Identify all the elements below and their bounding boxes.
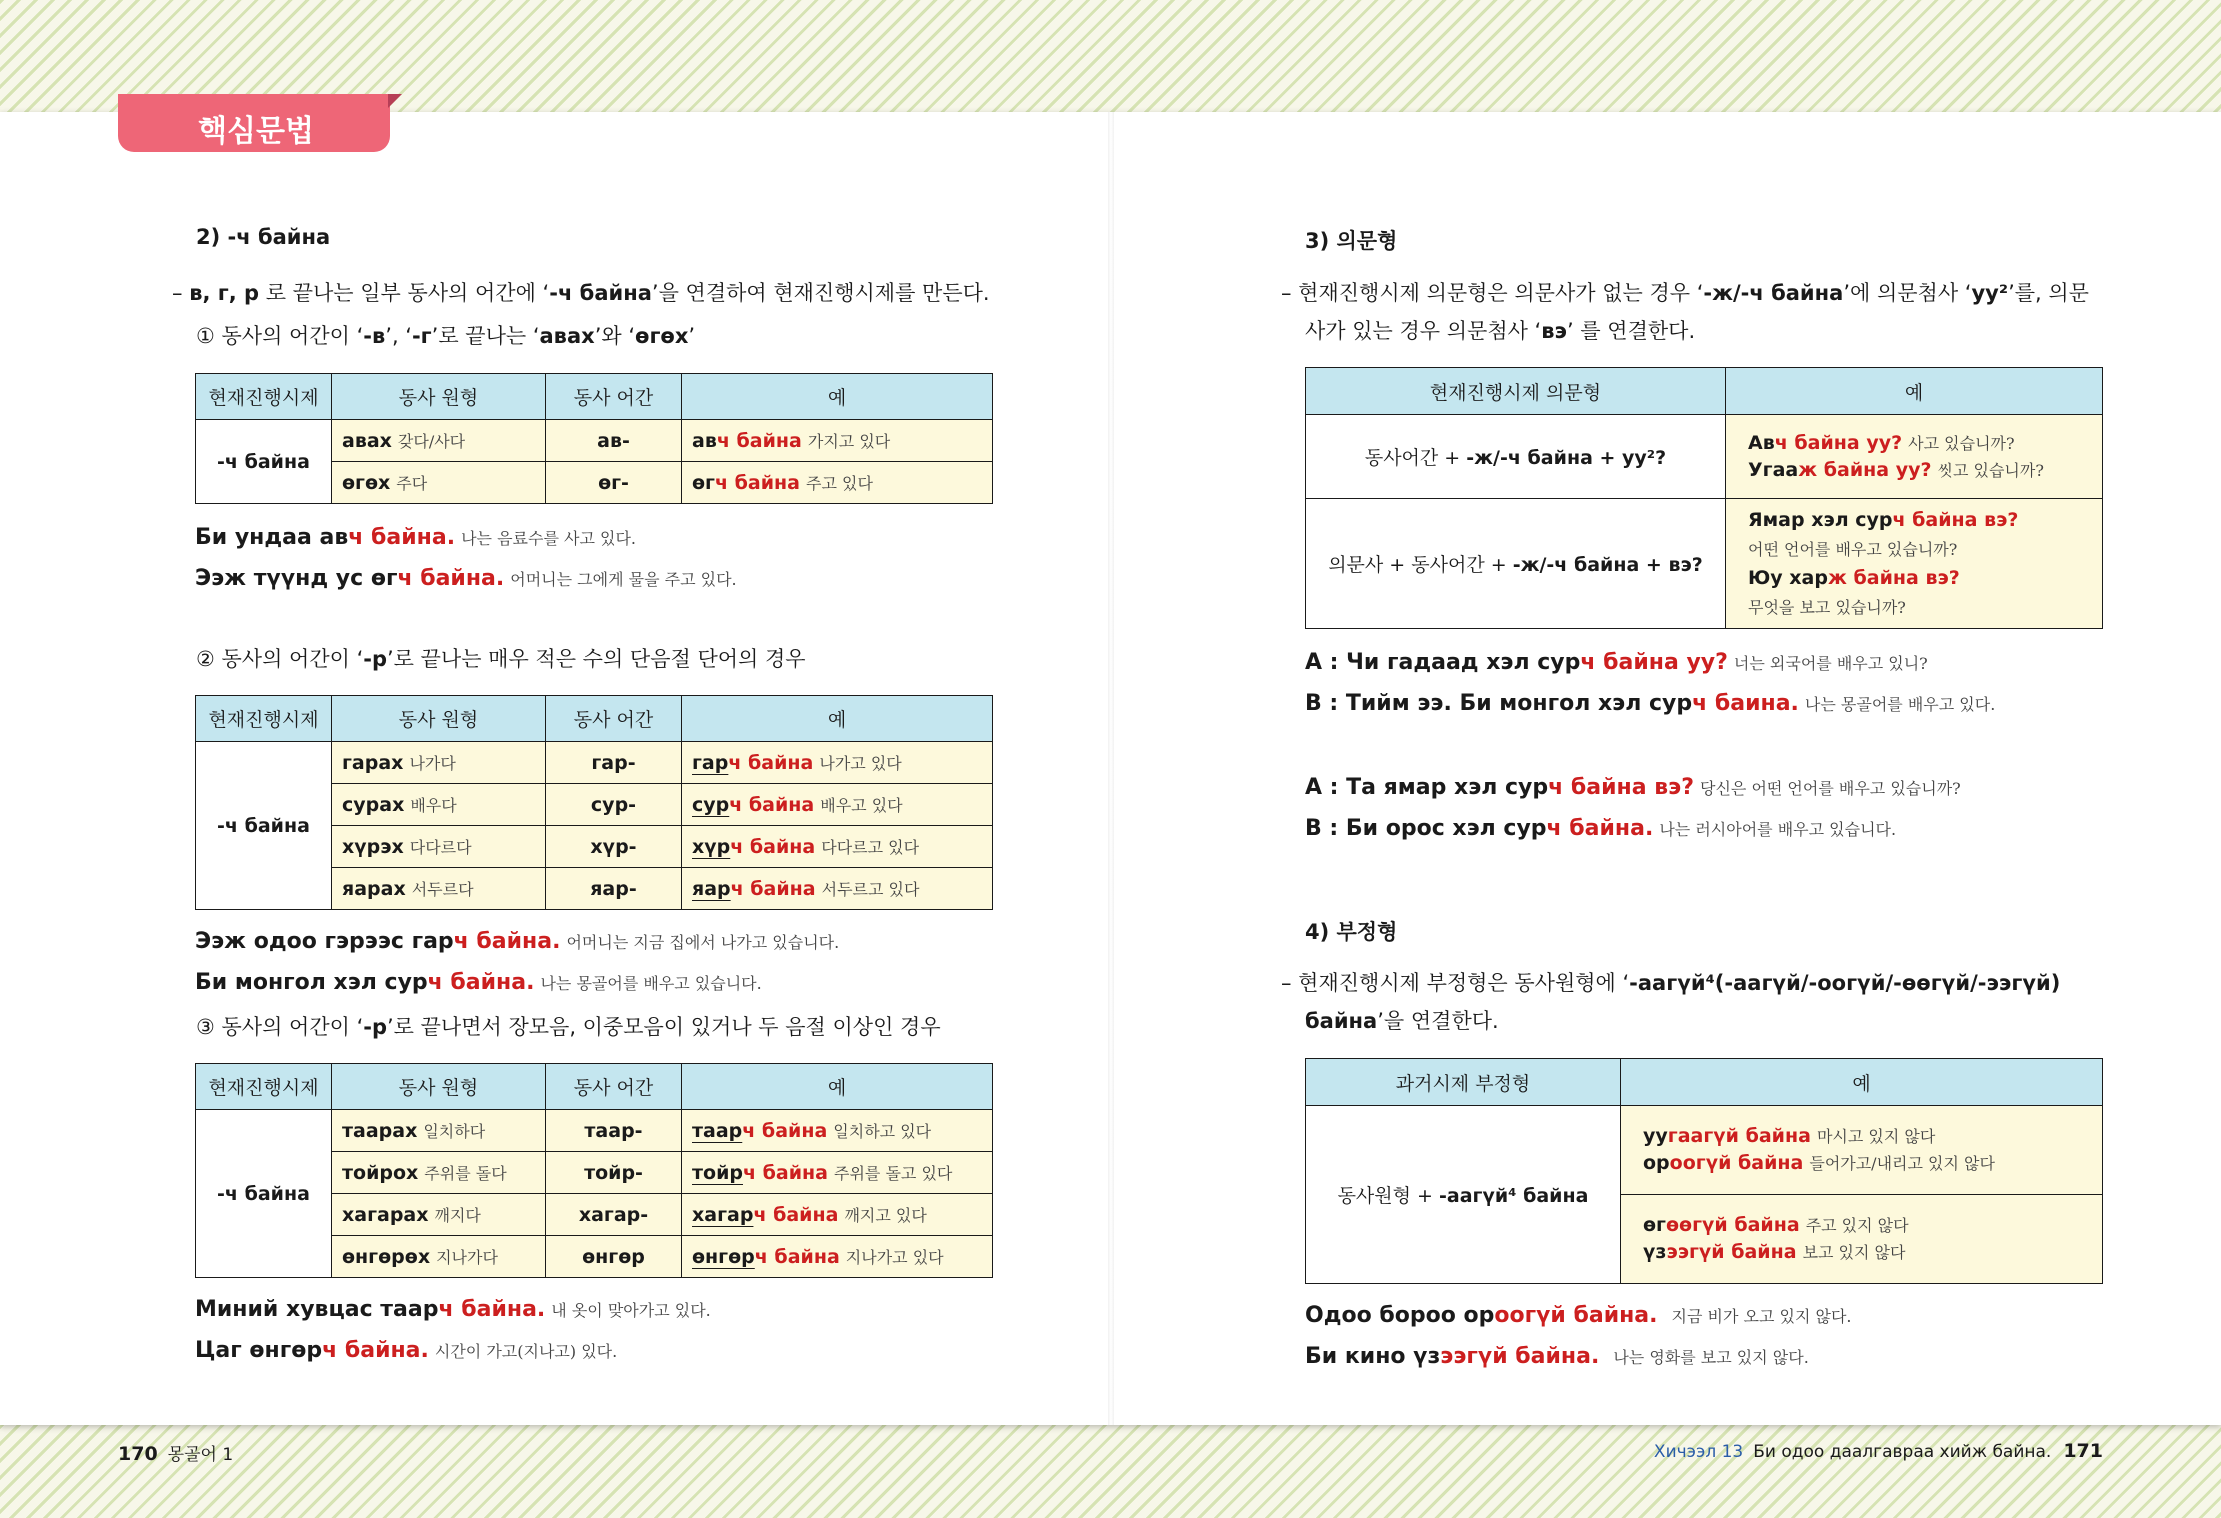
verb: сурах xyxy=(342,794,405,816)
stem: хүр- xyxy=(590,835,637,858)
suffix: -ч байна xyxy=(549,281,652,305)
th-tense: 현재진행시제 xyxy=(196,1064,332,1110)
tab-fold-corner xyxy=(388,94,402,108)
verb-kr: 깨지다 xyxy=(434,1206,481,1225)
lesson-number: Хичээл 13 xyxy=(1653,1442,1744,1462)
ex-stem: үз xyxy=(1643,1241,1667,1263)
text: ’로 끝나는 ‘ xyxy=(431,324,540,348)
verb-cell xyxy=(332,826,546,868)
ex-stem: сур xyxy=(692,794,730,816)
stem-cell xyxy=(546,868,682,910)
ex-suffix: ч байна. xyxy=(322,1338,429,1363)
footer-left xyxy=(118,1440,233,1465)
text: ’에 의문첨사 ‘ xyxy=(1843,281,1972,305)
example-cell xyxy=(682,784,993,826)
text: 사가 있는 경우 의문첨사 ‘ xyxy=(1305,319,1542,343)
text: ’로 끝나는 매우 적은 수의 단음절 단어의 경우 xyxy=(387,647,806,671)
form-cell xyxy=(1306,499,1726,629)
ex-kr: 지금 비가 오고 있지 않다. xyxy=(1671,1307,1852,1326)
example-cell xyxy=(682,1110,993,1152)
verb: таарах xyxy=(342,1120,418,1142)
term: -в xyxy=(363,324,386,348)
ex-kr: 일치하고 있다 xyxy=(833,1122,932,1141)
section-3-line-2 xyxy=(1305,313,1695,349)
ex-kr: 사고 있습니까? xyxy=(1908,433,2015,453)
section-4-title: 4) 부정형 xyxy=(1305,920,1398,944)
text: ’을 연결한다. xyxy=(1377,1009,1499,1033)
ex-suffix: гаагүй байна xyxy=(1667,1125,1811,1147)
ex-stem: хүр xyxy=(692,836,731,858)
example-cell xyxy=(682,826,993,868)
ex-suffix: ч байна. xyxy=(427,970,535,995)
verb-kr: 갖다/사다 xyxy=(397,432,466,451)
dialogue-line xyxy=(1305,816,1896,841)
dlg-kr: 당신은 어떤 언어를 배우고 있습니까? xyxy=(1699,779,1961,798)
ex-suffix: ч байна xyxy=(730,836,816,858)
table-negative xyxy=(1305,1058,2103,1284)
ex-suffix: ж байна вэ? xyxy=(1827,566,1960,589)
example-cell xyxy=(682,420,993,462)
page-number-right: 171 xyxy=(2063,1440,2103,1462)
th-example: 예 xyxy=(682,374,993,420)
ex-suffix: ээгүй байна xyxy=(1666,1241,1797,1263)
stem: өнгөр xyxy=(582,1245,645,1268)
th-stem: 동사 어간 xyxy=(546,1064,682,1110)
stem-cell xyxy=(546,1236,682,1278)
th-form: 과거시제 부정형 xyxy=(1306,1059,1621,1106)
page-number-left: 170 xyxy=(118,1443,158,1465)
text: – 현재진행시제 부정형은 동사원형에 ‘ xyxy=(1281,971,1630,995)
example-cell xyxy=(682,1236,993,1278)
dlg-text: А : Чи гадаад хэл сур xyxy=(1305,650,1581,675)
example-sentence xyxy=(1305,1303,1852,1328)
stem-cell xyxy=(546,420,682,462)
row-label: -ч байна xyxy=(196,742,332,910)
ex-text: Ээж түүнд ус өг xyxy=(195,566,398,591)
ex-kr: 나는 영화를 보고 있지 않다. xyxy=(1613,1348,1809,1367)
ex-suffix: ч байна xyxy=(729,794,815,816)
verb: хагарах xyxy=(342,1204,429,1226)
example-cell xyxy=(1621,1195,2103,1284)
term: -г xyxy=(411,324,432,348)
text: ’을 연결하여 현재진행시제를 만든다. xyxy=(651,281,990,305)
ex-kr: 시간이 가고(지나고) 있다. xyxy=(434,1342,618,1361)
ex-stem: ор xyxy=(1643,1152,1670,1174)
example-cell xyxy=(682,742,993,784)
section-3-title: 3) 의문형 xyxy=(1305,229,1398,253)
stem: гар- xyxy=(591,751,636,774)
section-4-line-2 xyxy=(1305,1003,1499,1039)
ex-suffix: ч байна xyxy=(753,1204,839,1226)
verb-cell xyxy=(332,1194,546,1236)
ex-suffix: ч байна xyxy=(742,1120,828,1142)
example-cell xyxy=(1726,499,2103,629)
term: байна xyxy=(1305,1009,1378,1033)
verb-kr: 일치하다 xyxy=(423,1122,486,1141)
ex-kr: 주위를 돌고 있다 xyxy=(834,1164,953,1183)
ex-text: Одоо бороо ор xyxy=(1305,1303,1495,1328)
verb-cell xyxy=(332,420,546,462)
ex-suffix: ж байна уу? xyxy=(1798,458,1932,481)
letters: в, г, р xyxy=(189,281,260,305)
subrule-2 xyxy=(196,641,806,677)
form-cell xyxy=(1306,415,1726,499)
th-verb: 동사 원형 xyxy=(332,374,546,420)
example-sentence xyxy=(1305,1344,1809,1369)
ex-suffix: ч байна. xyxy=(348,525,456,550)
example-sentence xyxy=(195,1338,617,1363)
ex-kr: 어떤 언어를 배우고 있습니까? xyxy=(1748,539,1958,559)
th-tense: 현재진행시제 xyxy=(196,374,332,420)
text: ’ 를 연결한다. xyxy=(1567,319,1696,343)
table-2 xyxy=(195,695,993,910)
example-sentence xyxy=(195,1297,711,1322)
form-text: 의문사 + 동사어간 + xyxy=(1328,554,1513,576)
th-stem: 동사 어간 xyxy=(546,374,682,420)
text: ② 동사의 어간이 ‘ xyxy=(196,647,364,671)
ex-text: Ээж одоо гэрээс гар xyxy=(195,929,454,954)
verb-kr: 배우다 xyxy=(410,796,457,815)
footer-right xyxy=(1654,1440,2103,1462)
ex-kr: 서두르고 있다 xyxy=(821,880,920,899)
ex-suffix: ч байна. xyxy=(397,566,505,591)
ex-kr: 깨지고 있다 xyxy=(844,1206,927,1225)
form-cell xyxy=(1306,1106,1621,1284)
verb: тойрох xyxy=(342,1162,419,1184)
dialogue-line xyxy=(1305,691,1995,716)
th-verb: 동사 원형 xyxy=(332,1064,546,1110)
section-2-description xyxy=(172,275,990,311)
ex-text: Цаг өнгөр xyxy=(195,1338,323,1363)
example-sentence xyxy=(195,970,762,995)
term: авах xyxy=(539,324,595,348)
stem: таар- xyxy=(584,1119,643,1142)
form-text: 동사원형 + xyxy=(1337,1185,1439,1207)
text: – 현재진행시제 의문형은 의문사가 없는 경우 ‘ xyxy=(1281,281,1704,305)
ex-stem: уу xyxy=(1643,1125,1668,1147)
stem-cell xyxy=(546,1152,682,1194)
stem-cell xyxy=(546,462,682,504)
text: ③ 동사의 어간이 ‘ xyxy=(196,1015,364,1039)
example-sentence xyxy=(195,566,737,591)
row-label: -ч байна xyxy=(196,420,332,504)
verb: гарах xyxy=(342,752,404,774)
ex-kr: 나는 음료수를 사고 있다. xyxy=(461,529,636,548)
stem: тойр- xyxy=(584,1161,643,1184)
stem-cell xyxy=(546,1110,682,1152)
dlg-suffix: ч байна вэ? xyxy=(1548,775,1694,800)
ex-suffix: ч байна уу? xyxy=(1774,431,1903,454)
ex-text: Миний хувцас таар xyxy=(195,1297,439,1322)
verb: хүрэх xyxy=(342,836,404,858)
ex-kr: 나가고 있다 xyxy=(819,754,902,773)
term: -р xyxy=(363,1015,387,1039)
verb: өгөх xyxy=(342,472,391,494)
ex-stem: өг xyxy=(692,472,715,494)
verb: яарах xyxy=(342,878,406,900)
text: ’와 ‘ xyxy=(594,324,636,348)
ex-suffix: ч байна вэ? xyxy=(1892,508,2019,531)
term: -р xyxy=(363,647,387,671)
term: -ж/-ч байна xyxy=(1703,281,1844,305)
ex-stem: Угаа xyxy=(1748,458,1799,481)
ex-stem: Юу хар xyxy=(1748,566,1828,589)
verb: өнгөрөх xyxy=(342,1246,431,1268)
ex-suffix: ч байна. xyxy=(453,929,561,954)
form-suffix: -ж/-ч байна + вэ? xyxy=(1512,554,1703,576)
ex-stem: Ав xyxy=(1748,431,1775,454)
form-suffix: -ж/-ч байна + уу²? xyxy=(1466,447,1667,469)
ex-stem: тойр xyxy=(692,1162,743,1184)
ex-kr: 지나가고 있다 xyxy=(845,1248,944,1267)
bottom-stripe-band xyxy=(0,1425,2221,1518)
ex-suffix: ч байна xyxy=(742,1162,828,1184)
stem-cell xyxy=(546,742,682,784)
dlg-suffix: ч байна. xyxy=(1546,816,1654,841)
ex-suffix: оогүй байна xyxy=(1669,1152,1804,1174)
stem: хагар- xyxy=(578,1203,649,1226)
th-example: 예 xyxy=(1726,368,2103,415)
th-form: 현재진행시제 의문형 xyxy=(1306,368,1726,415)
term: вэ xyxy=(1541,319,1567,343)
example-cell xyxy=(682,1152,993,1194)
dlg-kr: 나는 러시아어를 배우고 있습니다. xyxy=(1659,820,1897,839)
section-tab: 핵심문법 xyxy=(118,94,390,152)
dlg-kr: 너는 외국어를 배우고 있니? xyxy=(1733,654,1928,673)
verb-cell xyxy=(332,1152,546,1194)
ex-suffix: ч байна. xyxy=(438,1297,546,1322)
stem-cell xyxy=(546,1194,682,1236)
ex-suffix: ч байна xyxy=(714,472,800,494)
verb-kr: 주다 xyxy=(396,474,428,493)
ex-kr: 어머니는 그에게 물을 주고 있다. xyxy=(510,570,737,589)
dlg-text: B : Тийм ээ. Би монгол хэл сур xyxy=(1305,691,1693,716)
text: ’로 끝나면서 장모음, 이중모음이 있거나 두 음절 이상인 경우 xyxy=(387,1015,941,1039)
ex-kr: 마시고 있지 않다 xyxy=(1816,1127,1936,1146)
lesson-title: Би одоо даалгавраа хийж байна. xyxy=(1753,1442,2052,1462)
stem-cell xyxy=(546,826,682,868)
ex-stem: хагар xyxy=(692,1204,754,1226)
ex-suffix: ч байна xyxy=(728,752,814,774)
example-cell xyxy=(1621,1106,2103,1195)
dialogue-line xyxy=(1305,650,1928,675)
ex-stem: өг xyxy=(1643,1214,1666,1236)
stem: ав- xyxy=(597,429,630,452)
text: ’, ‘ xyxy=(385,324,412,348)
example-sentence xyxy=(195,929,839,954)
book-gutter xyxy=(1108,112,1114,1425)
verb-kr: 주위를 돌다 xyxy=(424,1164,507,1183)
dlg-kr: 나는 몽골어를 배우고 있다. xyxy=(1804,695,1996,714)
verb-cell xyxy=(332,462,546,504)
ex-kr: 어머니는 지금 집에서 나가고 있습니다. xyxy=(566,933,840,952)
verb-cell xyxy=(332,742,546,784)
ex-suffix: оогүй байна. xyxy=(1494,1303,1658,1328)
verb-cell xyxy=(332,868,546,910)
dlg-text: А : Та ямар хэл сур xyxy=(1305,775,1549,800)
ex-suffix: ээгүй байна. xyxy=(1440,1344,1600,1369)
form-text: 동사어간 + xyxy=(1364,447,1467,469)
ex-kr: 내 옷이 맞아가고 있다. xyxy=(551,1301,711,1320)
ex-kr: 배우고 있다 xyxy=(820,796,903,815)
stem: яар- xyxy=(590,877,637,900)
ex-suffix: ч байна xyxy=(754,1246,840,1268)
dlg-suffix: ч байна уу? xyxy=(1580,650,1728,675)
example-cell xyxy=(682,868,993,910)
ex-kr: 주고 있지 않다 xyxy=(1805,1216,1909,1235)
th-example: 예 xyxy=(1621,1059,2103,1106)
verb-kr: 다다르다 xyxy=(409,838,472,857)
ex-text: Би кино үз xyxy=(1305,1344,1441,1369)
ex-kr: 다다르고 있다 xyxy=(821,838,920,857)
ex-suffix: өөгүй байна xyxy=(1665,1214,1800,1236)
ex-kr: 보고 있지 않다 xyxy=(1802,1243,1906,1262)
section-3-line-1 xyxy=(1281,275,2089,311)
subrule-3 xyxy=(196,1009,941,1045)
dlg-suffix: ч баина. xyxy=(1692,691,1799,716)
row-label: -ч байна xyxy=(196,1110,332,1278)
ex-stem: Ямар хэл сур xyxy=(1748,508,1893,531)
ex-stem: өнгөр xyxy=(692,1246,755,1268)
dlg-text: B : Би орос хэл сур xyxy=(1305,816,1547,841)
verb-cell xyxy=(332,1110,546,1152)
book-title: 몽골어 1 xyxy=(167,1445,234,1465)
ex-kr: 나는 몽골어를 배우고 있습니다. xyxy=(540,974,762,993)
example-cell xyxy=(682,1194,993,1236)
th-verb: 동사 원형 xyxy=(332,696,546,742)
ex-stem: таар xyxy=(692,1120,743,1142)
subrule-1 xyxy=(196,318,695,354)
example-sentence xyxy=(195,525,636,550)
term: уу² xyxy=(1971,281,2009,305)
verb: авах xyxy=(342,430,392,452)
text: 로 끝나는 일부 동사의 어간에 ‘ xyxy=(259,281,550,305)
text: ’ xyxy=(688,324,696,348)
verb-kr: 지나가다 xyxy=(436,1248,498,1267)
table-1 xyxy=(195,373,993,504)
ex-stem: ав xyxy=(692,430,717,452)
form-suffix: -аагүй⁴ байна xyxy=(1438,1185,1589,1207)
stem: өг- xyxy=(598,471,629,494)
th-example: 예 xyxy=(682,1064,993,1110)
ex-text: Би монгол хэл сур xyxy=(195,970,428,995)
ex-suffix: ч байна xyxy=(730,878,816,900)
ex-text: Би ундаа ав xyxy=(195,525,349,550)
ex-suffix: ч байна xyxy=(716,430,802,452)
dialogue-line xyxy=(1305,775,1961,800)
text: ’를, 의문 xyxy=(2008,281,2089,305)
example-cell xyxy=(1726,415,2103,499)
ex-kr: 주고 있다 xyxy=(806,474,873,493)
ex-stem: гар xyxy=(692,752,729,774)
ex-kr: 가지고 있다 xyxy=(807,432,891,451)
dash: – xyxy=(172,281,190,305)
term: өгөх xyxy=(635,324,689,348)
table-interrogative xyxy=(1305,367,2103,629)
ex-stem: яар xyxy=(692,878,731,900)
example-cell xyxy=(682,462,993,504)
stem: сур- xyxy=(590,793,637,816)
th-stem: 동사 어간 xyxy=(546,696,682,742)
section-2-title: 2) -ч байна xyxy=(196,225,331,249)
ex-kr: 씻고 있습니까? xyxy=(1937,460,2044,480)
text: ① 동사의 어간이 ‘ xyxy=(196,324,364,348)
section-4-line-1 xyxy=(1281,965,2060,1001)
verb-kr: 나가다 xyxy=(409,754,456,773)
th-tense: 현재진행시제 xyxy=(196,696,332,742)
ex-kr: 들어가고/내리고 있지 않다 xyxy=(1809,1154,1995,1173)
verb-cell xyxy=(332,784,546,826)
th-example: 예 xyxy=(682,696,993,742)
ex-kr: 무엇을 보고 있습니까? xyxy=(1748,597,1906,617)
stem-cell xyxy=(546,784,682,826)
verb-cell xyxy=(332,1236,546,1278)
term: -аагүй⁴(-аагүй/-оогүй/-өөгүй/-ээгүй) xyxy=(1629,971,2061,995)
table-3 xyxy=(195,1063,993,1278)
verb-kr: 서두르다 xyxy=(411,880,474,899)
